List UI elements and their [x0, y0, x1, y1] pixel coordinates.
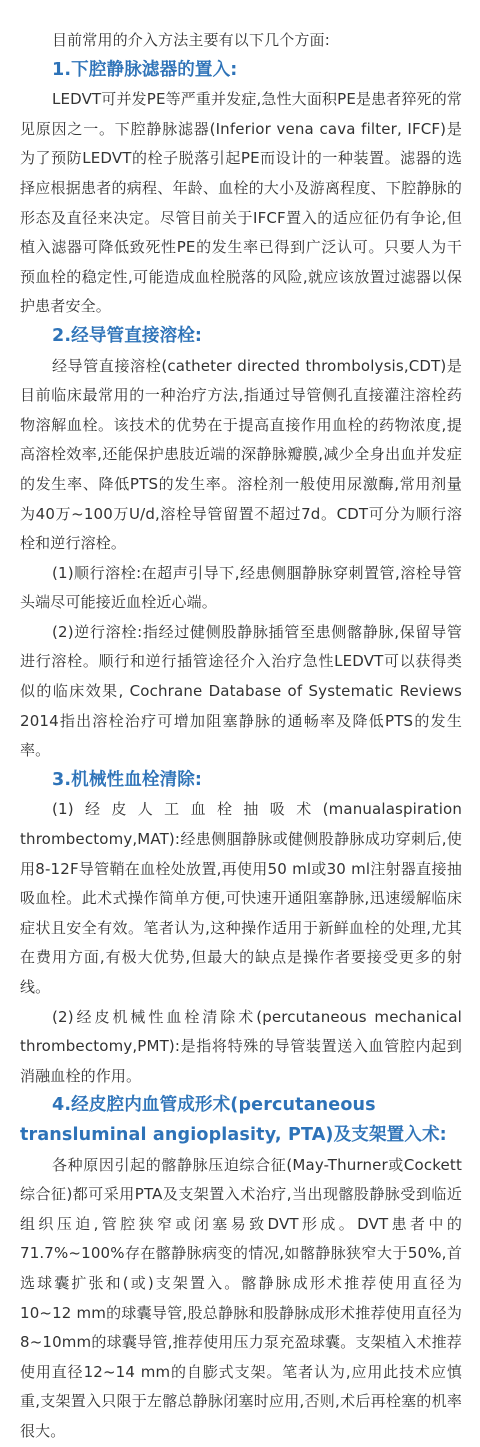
section-heading-filter: 1.下腔静脉滤器的置入:	[52, 59, 238, 80]
section-heading-pta: 4.经皮腔内血管成形术(percutaneous transluminal angioplasity, PTA)及支架置入术:	[20, 1095, 447, 1145]
section-paragraph: 各种原因引起的髂静脉压迫综合征(May-Thurner或Cockett综合征)都可采用PTA及支架置入术治疗,当出现髂股静脉受到临近组织压迫,管腔狭窄或闭塞易致DVT形成。DVT患者中的71.7%~100%存在髂静脉病变的情况,如髂静脉狭窄大于50%,首选球囊扩张和(或)支架置入。髂静脉成形术推荐使用直径为10~12 mm的球囊导管,股总静脉和股静脉成形术推荐使用直径为8~10mm的球囊导管,推荐使用压力泵充盈球囊。支架植入术推荐使用直径12~14 mm的自膨式支架。笔者认为,应用此技术应慎重,支架置入只限于左髂总静脉闭塞时应用,否则,术后再栓塞的机率很大。	[20, 1155, 462, 1440]
section-paragraph: LEDVT可并发PE等严重并发症,急性大面积PE是患者猝死的常见原因之一。下腔静脉滤器(Inferior vena cava filter, IFCF)是为了预防LEDVT的栓子脱落引起PE而设计的一种装置。滤器的选择应根据患者的病程、年龄、血栓的大小及游离程度、下腔静脉的形态及直径来决定。尽管目前关于IFCF置入的适应征仍有争论,但植入滤器可降低致死性PE的发生率已得到广泛认可。只要人为干预血栓的稳定性,可能造成血栓脱落的风险,就应该放置过滤器以保护患者安全。	[20, 90, 463, 316]
section-paragraph: (2)经皮机械性血栓清除术(percutaneous mechanical thrombectomy,PMT):是指将特殊的导管装置送入血管腔内起到消融血栓的作用。	[20, 1007, 462, 1085]
intro-paragraph: 目前常用的介入方法主要有以下几个方面:	[52, 31, 330, 49]
section-heading-cdt: 2.经导管直接溶栓:	[52, 325, 203, 346]
section-paragraph: (1)顺行溶栓:在超声引导下,经患侧腘静脉穿刺置管,溶栓导管头端尽可能接近血栓近心端。	[20, 563, 462, 612]
section-paragraph: (2)逆行溶栓:指经过健侧股静脉插管至患侧髂静脉,保留导管进行溶栓。顺行和逆行插管途径介入治疗急性LEDVT可以获得类似的临床效果, Cochrane Database of Systematic Reviews 2014指出溶栓治疗可增加阻塞静脉的通畅率及降低PTS的发生率。	[20, 622, 462, 760]
section-heading-thrombectomy: 3.机械性血栓清除:	[52, 769, 203, 790]
section-paragraph: (1)经皮人工血栓抽吸术(manualaspiration thrombectomy,MAT):经患侧腘静脉或健侧股静脉成功穿刺后,使用8-12F导管鞘在血栓处放置,再使用50 ml或30 ml注射器直接抽吸血栓。此术式操作简单方便,可快速开通阻塞静脉,迅速缓解临床症状且安全有效。笔者认为,这种操作适用于新鲜血栓的处理,尤其在费用方面,有极大优势,但最大的缺点是操作者要接受更多的射线。	[20, 800, 462, 996]
section-paragraph: 经导管直接溶栓(catheter directed thrombolysis,CDT)是目前临床最常用的一种治疗方法,指通过导管侧孔直接灌注溶栓药物溶解血栓。该技术的优势在于提高直接作用血栓的药物浓度,提高溶栓效率,还能保护患肢近端的深静脉瓣膜,减少全身出血并发症的发生率、降低PTS的发生率。溶栓剂一般使用尿激酶,常用剂量为40万~100万U/d,溶栓导管留置不超过7d。CDT可分为顺行溶栓和逆行溶栓。	[20, 356, 462, 553]
